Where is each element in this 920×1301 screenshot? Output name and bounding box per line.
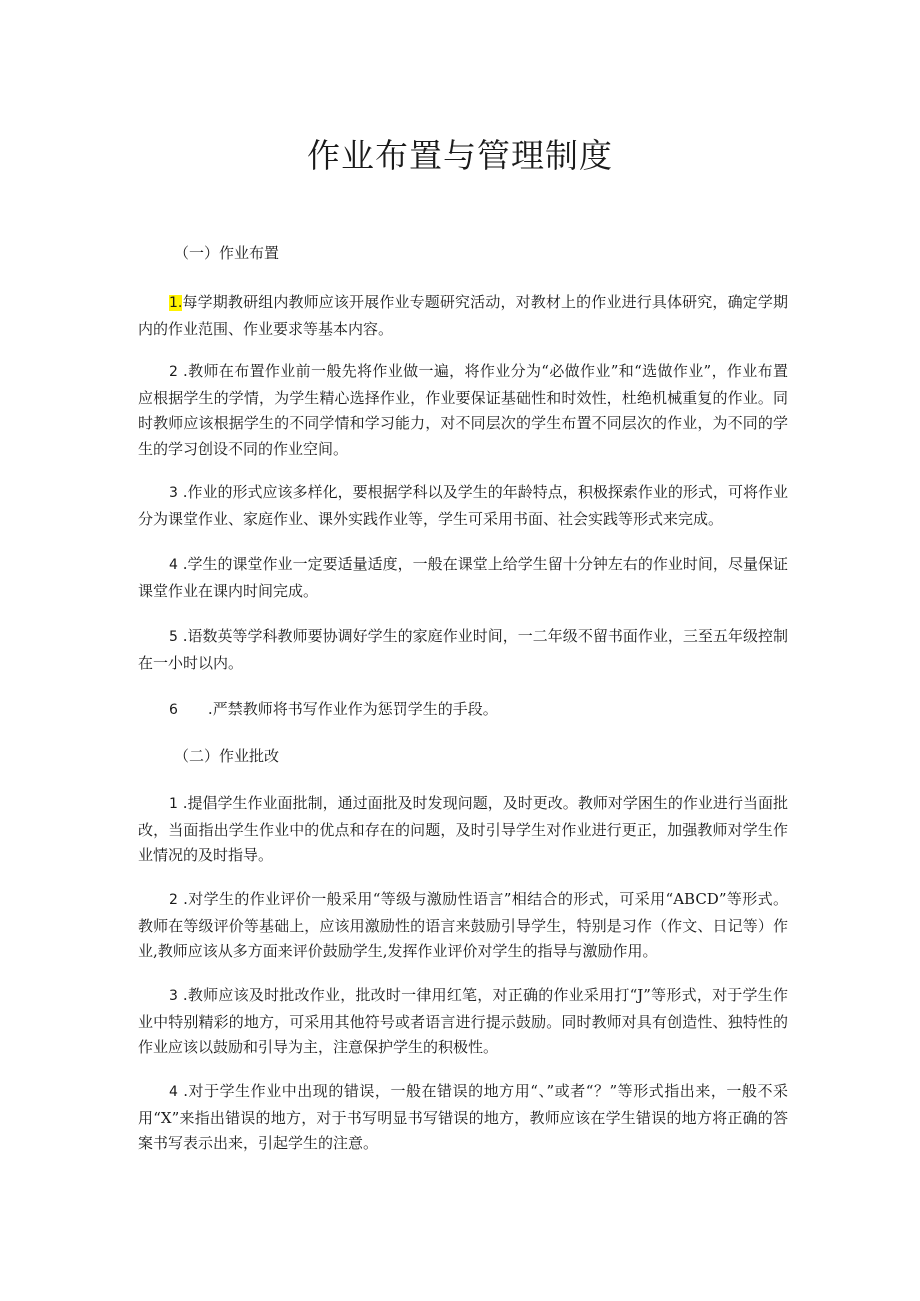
paragraph	[138, 887, 788, 965]
paragraph	[138, 983, 788, 1061]
item-number: 1.	[169, 295, 183, 311]
item-number: 6	[169, 702, 178, 718]
item-number: 3	[169, 485, 178, 501]
item-number: 5	[169, 629, 178, 645]
paragraph	[138, 697, 788, 724]
paragraph	[138, 359, 788, 462]
paragraph	[138, 624, 788, 676]
paragraph	[138, 1079, 788, 1157]
paragraph	[138, 480, 788, 532]
paragraph-text: 每学期教研组内教师应该开展作业专题研究活动，对教材上的作业进行具体研究，确定学期内的作业范围、作业要求等基本内容。	[138, 293, 788, 338]
section-heading-assignment: （一）作业布置	[174, 244, 280, 262]
paragraph-text: .教师应该及时批改作业，批改时一律用红笔，对正确的作业采用打“J”等形式，对于学生作业中特别精彩的地方，可采用其他符号或者语言进行提示鼓励。同时教师对具有创造性、独特性的作业应该以鼓励和引导为主，注意保护学生的积极性。	[138, 986, 788, 1056]
item-number: 4	[169, 1084, 178, 1100]
paragraph-text: .对于学生作业中出现的错误，一般在错误的地方用“、”或者“？”等形式指出来，一般不采用“X”来指出错误的地方，对于书写明显书写错误的地方，教师应该在学生错误的地方将正确的答案书写表示出来，引起学生的注意。	[138, 1082, 788, 1152]
paragraph-text: .作业的形式应该多样化，要根据学科以及学生的年龄特点，积极探索作业的形式，可将作业分为课堂作业、家庭作业、课外实践作业等，学生可采用书面、社会实践等形式来完成。	[138, 483, 788, 528]
paragraph-text: .对学生的作业评价一般采用“等级与激励性语言”相结合的形式，可采用“ABCD”等形式。教师在等级评价等基础上，应该用激励性的语言来鼓励引导学生，特别是习作（作文、日记等）作业,教师应该从多方面来评价鼓励学生,发挥作业评价对学生的指导与激励作用。	[138, 890, 788, 960]
item-number: 1	[169, 796, 178, 812]
item-number: 2	[169, 364, 178, 380]
paragraph-text: .教师在布置作业前一般先将作业做一遍，将作业分为“必做作业”和“选做作业”，作业布置应根据学生的学情，为学生精心选择作业，作业要保证基础性和时效性，杜绝机械重复的作业。同时教师应该根据学生的不同学情和学习能力，对不同层次的学生布置不同层次的作业，为不同的学生的学习创设不同的作业空间。	[138, 362, 788, 458]
paragraph-text: .提倡学生作业面批制，通过面批及时发现问题，及时更改。教师对学困生的作业进行当面批改，当面指出学生作业中的优点和存在的问题，及时引导学生对作业进行更正，加强教师对学生作业情况的及时指导。	[138, 794, 788, 864]
paragraph	[138, 552, 788, 604]
section-heading-grading: （二）作业批改	[174, 747, 280, 765]
paragraph-text: .严禁教师将书写作业作为惩罚学生的手段。	[207, 700, 498, 718]
paragraph	[138, 290, 788, 342]
paragraph	[138, 791, 788, 869]
paragraph-text: .学生的课堂作业一定要适量适度，一般在课堂上给学生留十分钟左右的作业时间，尽量保证课堂作业在课内时间完成。	[138, 555, 788, 600]
item-number: 3	[169, 988, 178, 1004]
document-title: 作业布置与管理制度	[307, 136, 613, 175]
paragraph-text: .语数英等学科教师要协调好学生的家庭作业时间，一二年级不留书面作业，三至五年级控制在一小时以内。	[138, 627, 788, 672]
item-number: 4	[169, 557, 178, 573]
item-number: 2	[169, 892, 178, 908]
